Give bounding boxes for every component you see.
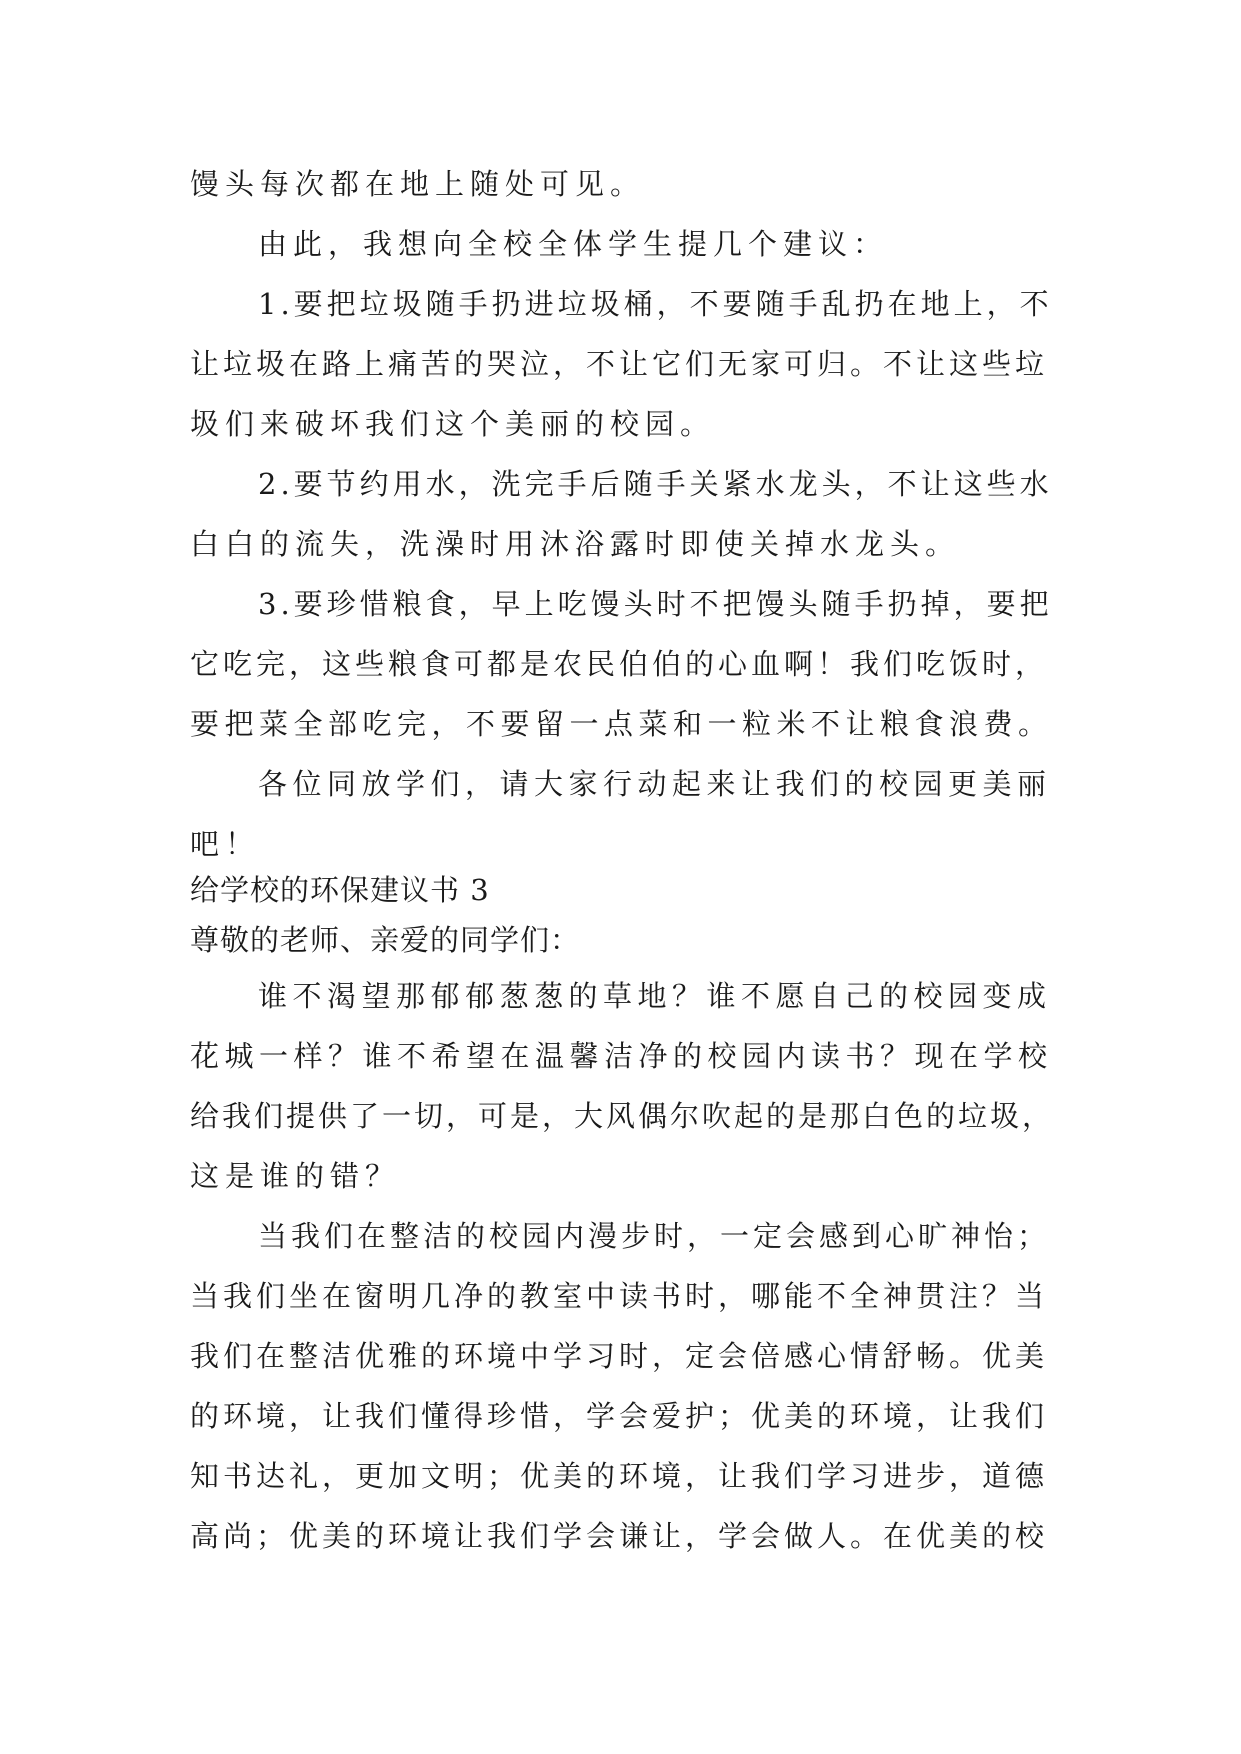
salutation: 尊敬的老师、亲爱的同学们：	[190, 923, 581, 957]
text-line: 这是谁的错？	[190, 1159, 401, 1193]
text-line: 当我们坐在窗明几净的教室中读书时，哪能不全神贯注？当	[190, 1279, 1049, 1313]
text-line: 由此，我想向全校全体学生提几个建议：	[258, 227, 889, 261]
text-line: 给我们提供了一切，可是，大风偶尔吹起的是那白色的垃圾，	[190, 1099, 1055, 1133]
text-line: 各位同放学们，请大家行动起来让我们的校园更美丽	[258, 767, 1052, 801]
text-line: 馒头每次都在地上随处可见。	[190, 167, 646, 201]
text-line: 2.要节约用水，洗完手后随手关紧水龙头，不让这些水	[258, 467, 1053, 501]
text-line: 的环境，让我们懂得珍惜，学会爱护；优美的环境，让我们	[190, 1399, 1049, 1433]
section-heading: 给学校的环保建议书 3	[190, 873, 490, 907]
text-line: 高尚；优美的环境让我们学会谦让，学会做人。在优美的校	[190, 1519, 1049, 1553]
text-line: 谁不渴望那郁郁葱葱的草地？谁不愿自己的校园变成	[258, 979, 1052, 1013]
text-line: 要把菜全部吃完，不要留一点菜和一粒米不让粮食浪费。	[190, 707, 1053, 741]
text-line: 吧！	[190, 827, 261, 861]
text-line: 圾们来破坏我们这个美丽的校园。	[190, 407, 716, 441]
text-line: 1.要把垃圾随手扔进垃圾桶，不要随手乱扔在地上，不	[258, 287, 1053, 321]
text-line: 白白的流失，洗澡时用沐浴露时即使关掉水龙头。	[190, 527, 961, 561]
text-line: 花城一样？谁不希望在温馨洁净的校园内读书？现在学校	[190, 1039, 1053, 1073]
text-line: 3.要珍惜粮食，早上吃馒头时不把馒头随手扔掉，要把	[258, 587, 1053, 621]
text-line: 我们在整洁优雅的环境中学习时，定会倍感心情舒畅。优美	[190, 1339, 1049, 1373]
text-line: 知书达礼，更加文明；优美的环境，让我们学习进步，道德	[190, 1459, 1049, 1493]
text-line: 当我们在整洁的校园内漫步时，一定会感到心旷神怡；	[258, 1219, 1051, 1253]
text-line: 让垃圾在路上痛苦的哭泣，不让它们无家可归。不让这些垃	[190, 347, 1049, 381]
text-line: 它吃完，这些粮食可都是农民伯伯的心血啊！我们吃饭时，	[190, 647, 1049, 681]
